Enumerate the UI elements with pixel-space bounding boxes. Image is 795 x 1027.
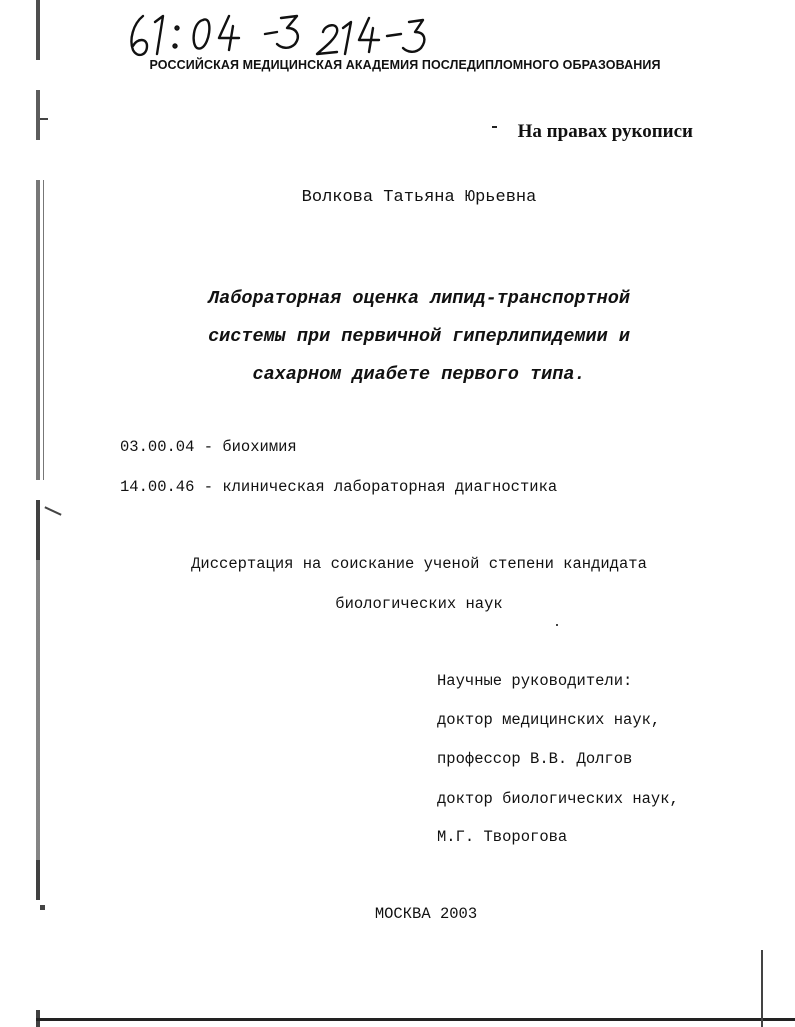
supervisor-1-name: профессор В.В. Долгов [437,750,633,768]
dissertation-title-line-3: сахарном диабете первого типа. [252,364,586,385]
specialty-code-lab-diagnostics: 14.00.46 - клиническая лабораторная диагностика [120,478,558,496]
dissertation-title-line-1: Лабораторная оценка липид-транспортной [208,288,630,309]
dissertation-title-line-2: системы при первичной гиперлипидемии и [208,326,630,347]
academy-name: РОССИЙСКАЯ МЕДИЦИНСКАЯ АКАДЕМИЯ ПОСЛЕДИПЛОМНОГО ОБРАЗОВАНИЯ [149,58,661,72]
author-name: Волкова Татьяна Юрьевна [301,188,537,207]
handwritten-shelfmark [125,10,445,65]
scan-speck [556,624,558,626]
manuscript-rights-notice: На правах рукописи [517,121,693,142]
degree-statement-line-2: биологических наук [335,595,503,613]
scan-left-edge-artifact [36,0,40,1027]
supervisor-1-degree: доктор медицинских наук, [437,711,661,729]
supervisor-2-degree: доктор биологических наук, [437,790,679,808]
scan-speck [44,506,61,515]
scan-bottom-edge-artifact [36,1018,795,1021]
supervisors-heading: Научные руководители: [437,672,633,690]
scan-right-edge-artifact [761,950,763,1027]
specialty-code-biochemistry: 03.00.04 - биохимия [120,438,297,456]
scan-mark [492,126,497,128]
scan-speck [40,118,48,120]
city-and-year: МОСКВА 2003 [374,905,478,923]
degree-statement-line-1: Диссертация на соискание ученой степени кандидата [191,555,647,573]
supervisor-2-name: М.Г. Творогова [437,828,568,846]
